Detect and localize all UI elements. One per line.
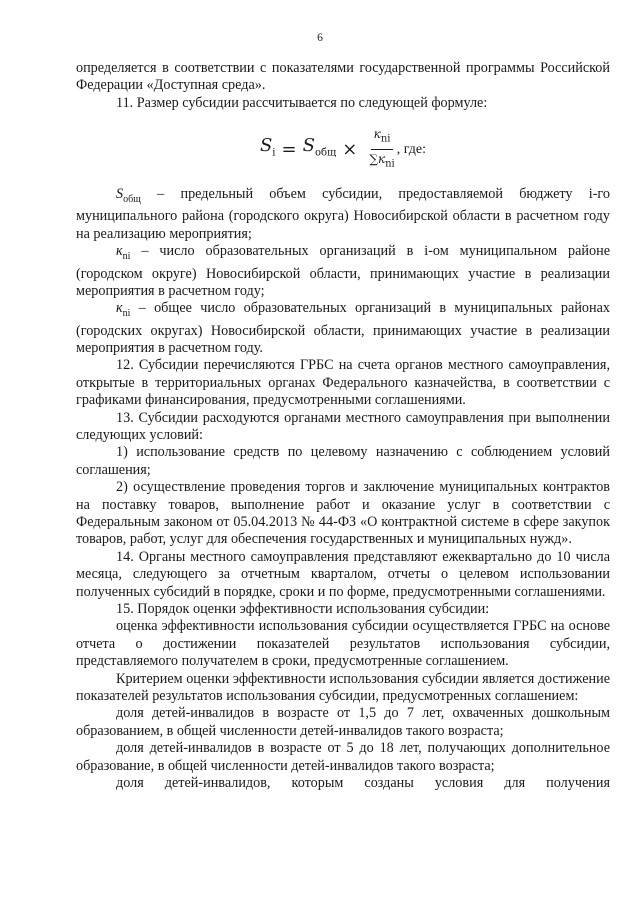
subsidy-formula xyxy=(76,112,610,186)
paragraph-13: 13. Субсидии расходуются органами местного самоуправления при выполнении следующих условий: xyxy=(76,409,610,443)
paragraph-12: 12. Субсидии перечисляются ГРБС на счета органов местного самоуправления, открытые в территориальных органах Федерального казначейства, в соответствии с графиками финансирования, предусмотренными соглашениями. xyxy=(76,357,610,409)
indicator-conditions: доля детей-инвалидов, которым созданы условия для получения xyxy=(116,775,610,792)
paragraph-13-item-2: 2) осуществление проведения торгов и заключение муниципальных контрактов на поставку товаров, выполнение работ и оказание услуг в соответствии с Федеральным законом от 05.04.2013 № 44-ФЗ «О контрактной системе в сфере закупок товаров, работ, услуг для обеспечения государственных и муниципальных нужд». xyxy=(76,479,610,548)
paragraph-15-criterion: Критерием оценки эффективности использования субсидии является достижение показателей результатов использования субсидии, предусмотренных соглашением: xyxy=(76,670,610,705)
intro-paragraph: определяется в соответствии с показателями государственной программы Российской Федерации «Доступная среда». xyxy=(76,60,610,94)
definition-k-ni: $к_{ni}$ – число образовательных организаций в i-ом муниципальном районе (городском округе) Новосибирской области, принимающих участие в реализации мероприятия в расчетном году; xyxy=(76,243,610,299)
formula-times: × xyxy=(342,138,358,160)
paragraph-11: 11. Размер субсидии рассчитывается по следующей формуле: xyxy=(116,94,488,111)
formula-numerator: $к_{ni}$ xyxy=(371,126,394,150)
indicator-additional-education: доля детей-инвалидов в возрасте от 5 до 18 лет, получающих дополнительное образование, в общей численности детей-инвалидов такого возраста; xyxy=(76,740,610,774)
definition-sum-k-ni: $к_{ni}$ – общее число образовательных организаций в муниципальных районах (городских округах) Новосибирской области, принимающих участие в реализации мероприятия в расчетном году. xyxy=(76,300,610,356)
formula-total: $S_{общ}$ xyxy=(302,134,337,159)
formula-equals: = xyxy=(281,138,297,160)
formula-tail: , где: xyxy=(396,141,427,157)
paragraph-13-item-1: 1) использование средств по целевому назначению с соблюдением условий соглашения; xyxy=(76,444,610,478)
formula-lhs: $S_i$ xyxy=(259,134,276,159)
document-body xyxy=(76,60,610,793)
paragraph-15: 15. Порядок оценки эффективности использования субсидии: xyxy=(116,601,490,618)
indicator-preschool: доля детей-инвалидов в возрасте от 1,5 до 7 лет, охваченных дошкольным образованием, в общей численности детей-инвалидов такого возраста; xyxy=(76,705,610,739)
page-number: 6 xyxy=(317,32,323,44)
definition-s-total: $S_{общ}$ – предельный объем субсидии, предоставляемой бюджету i-го муниципального района (городского округа) Новосибирской области в расчетном году на реализацию мероприятия; xyxy=(76,186,610,242)
formula-fraction xyxy=(369,126,394,173)
paragraph-14: 14. Органы местного самоуправления представляют ежеквартально до 10 числа месяца, следующего за отчетным кварталом, отчеты о целевом использовании полученных субсидий в порядке, сроки и по форме, предусмотренными соглашениями. xyxy=(76,548,610,600)
formula-denominator: $\sum к_{ni}$ xyxy=(369,151,395,170)
paragraph-15-assessment: оценка эффективности использования субсидии осуществляется ГРБС на основе отчета о достижении показателей результатов использования субсидии, представляемого получателем в сроки, предусмотренные соглашением. xyxy=(76,618,610,670)
